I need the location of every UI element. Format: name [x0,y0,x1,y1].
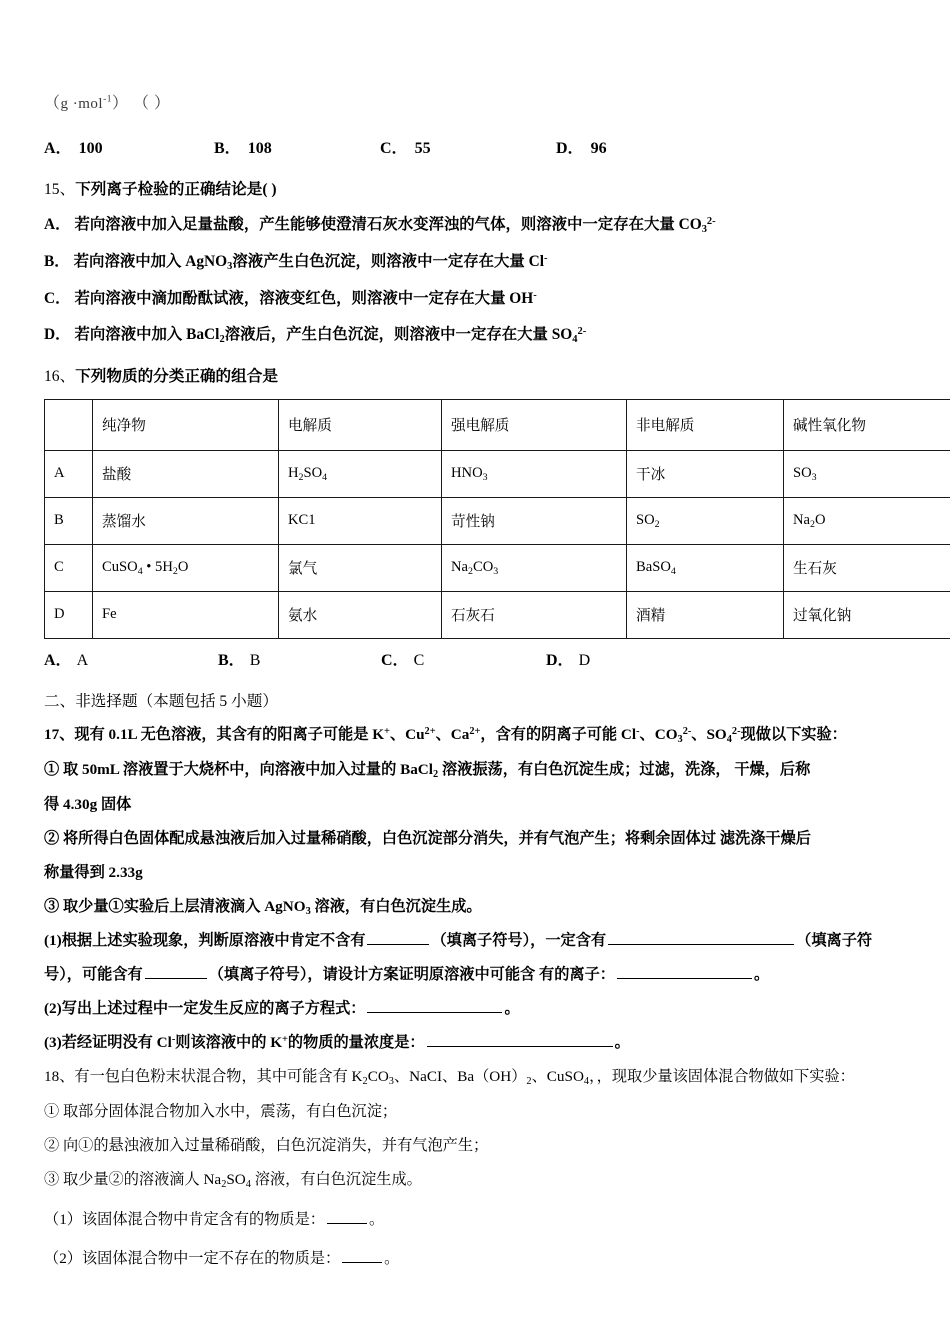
q17-sup-k: + [384,725,390,737]
table-cell-non-electrolyte: 酒精 [627,591,784,638]
q17-stem-d: ，含有的阴离子可能 Cl [480,725,637,743]
q17-stem-e: 、CO [639,725,678,743]
close-paren: ） [112,95,129,112]
q17-sub3-sup-k: + [282,1034,288,1046]
q17-stem-f: 、SO [691,725,727,743]
q15-option-b[interactable] [44,249,910,272]
q14-choice-c-key: C． [380,140,408,157]
table-row-index: D [45,591,93,638]
formula-sub1: 2 [298,471,304,483]
q17-sub-co3: 3 [677,733,683,745]
q18-number: 18、 [44,1068,75,1086]
q16-choice-row [44,647,910,673]
q14-choice-b-value: 108 [247,140,272,157]
q18-stem-e: ，，现取少量该固体混合物做如下实验： [589,1068,855,1086]
q17-step1-sub: 2 [432,768,439,780]
formula-sub1: 2 [810,518,815,530]
q17-step1-text-b: 溶液振荡，有白色沉淀生成；过滤，洗涤， 干燥，后称 [438,760,811,778]
q17-sub3-text-c: 的物质的量浓度是： [287,1034,425,1052]
table-cell-electrolyte [279,450,442,497]
table-row-index: A [45,450,93,497]
table-cell-non-electrolyte [627,497,784,544]
q15-option-d[interactable] [44,322,910,345]
q15-stem [44,177,910,199]
formula-main: SO [793,464,812,481]
table-cell-electrolyte: KC1 [279,497,442,544]
formula-mid: CO [472,558,494,575]
q18-step2: ② 向①的悬浊液加入过量稀硝酸，白色沉淀消失，并有气泡产生； [44,1137,489,1155]
formula-main: CuSO [102,558,138,575]
table-cell-electrolyte: 氨水 [279,591,442,638]
q17-sub2-text-a: (2)写出上述过程中一定发生反应的离子方程式： [44,1000,366,1018]
table-header-electrolyte: 电解质 [279,399,442,450]
q16-choice-a-key: A． [44,651,72,669]
q14-choice-d[interactable] [556,135,607,158]
q18-sub-cuso4: 4 [583,1076,590,1088]
q16-choice-d-value: D [578,651,591,669]
q17-step3-sub: 3 [305,905,311,917]
q17-sub3-text-a: (3)若经证明没有 Cl [44,1034,172,1052]
table-row [45,591,950,638]
q18-stem [44,1065,910,1087]
q18-sub2-text-a: （2）该固体混合物中一定不存在的物质是： [44,1250,341,1268]
q17-step1-line2: 得 4.30g 固体 [44,795,132,813]
answer-blank[interactable] [367,931,429,945]
table-cell-strong-electrolyte [442,450,627,497]
q16-choice-b[interactable] [218,647,260,670]
q15-option-c-text: 若向溶液中滴加酚酞试液，溶液变红色，则溶液中一定存在大量 OH [74,289,534,307]
q17-step2-line2: 称量得到 2.33g [44,863,143,881]
unit-exponent: -1 [103,94,113,105]
q17-sub1-text-a: (1)根据上述实验现象，判断原溶液中肯定不含有 [44,932,366,950]
q15-option-b-text2: 溶液产生白色沉淀，则溶液中一定存在大量 Cl [232,252,545,270]
q15-option-a-text: 若向溶液中加入足量盐酸，产生能够使澄清石灰水变浑浊的气体，则溶液中一定存在大量 CO [74,216,702,233]
table-header-basic-oxide: 碱性氧化物 [784,399,950,450]
answer-blank[interactable] [145,965,207,979]
unit-text: g ·mol [60,96,104,112]
q15-option-c[interactable] [44,286,910,308]
q16-stem [44,364,910,386]
formula-sub1: 3 [811,471,817,483]
q15-option-d-tail-sub: 4 [572,333,578,345]
q18-sub2-text-b: 。 [384,1250,400,1268]
answer-blank[interactable] [608,931,794,945]
q17-sub2 [44,997,910,1018]
q17-stem [44,723,910,745]
table-header-strong-electrolyte: 强电解质 [442,399,627,450]
q14-choice-d-value: 96 [590,140,607,157]
table-cell-non-electrolyte: 干冰 [627,450,784,497]
substance-classification-table [44,399,950,639]
q18-sub-k2: 2 [362,1076,368,1088]
table-row [45,544,950,591]
q15-option-b-sub: 3 [227,260,233,272]
formula-tail: O [177,558,189,575]
open-paren: （ [44,95,61,112]
q15-option-d-text: 若向溶液中加入 BaCl [74,325,220,343]
q14-choice-a-key: A． [44,140,72,157]
table-cell-pure-substance: 蒸馏水 [93,497,279,544]
q17-step2-line1: ② 将所得白色固体配成悬浊液后加入过量稀硝酸，白色沉淀部分消失，并有气泡产生；将剩余固体过 滤洗涤干燥后 [44,829,811,847]
formula-mid: O [814,511,826,528]
q16-choice-d-key: D． [546,651,574,669]
formula-sub1: 2 [654,518,660,530]
table-cell-strong-electrolyte: 石灰石 [442,591,627,638]
q17-stem-a: 现有 0.1L 无色溶液，其含有的阳离子可能是 K [74,725,385,743]
table-row [45,497,950,544]
q14-choice-d-key: D． [556,140,584,157]
q17-sub1-line2-text-b: （填离子符号），请设计方案证明原溶液中可能含 有的离子： [208,966,615,984]
q18-sub1-text-b: 。 [368,1211,385,1229]
q14-choice-a-value: 100 [78,140,103,157]
q15-option-d-tail-sup: 2- [577,325,587,337]
q15-option-d-text2: 溶液后，产生白色沉淀，则溶液中一定存在大量 SO [224,325,573,343]
q18-step3 [44,1168,910,1190]
formula-mid: • 5H [142,558,173,575]
q14-choice-c-value: 55 [414,140,431,157]
q18-sub2 [44,1247,910,1268]
q17-step3-text-a: ③ 取少量①实验后上层清液滴入 AgNO [44,897,306,915]
table-cell-basic-oxide [784,497,950,544]
q17-sub1-line2-text-a: 号），可能含有 [44,966,143,984]
formula-sub1: 4 [137,565,143,577]
q14-choice-a[interactable] [44,135,103,158]
q15-number: 15、 [44,181,76,198]
table-cell-basic-oxide: 生石灰 [784,544,950,591]
q17-sub3-text-b: 则该溶液中的 K [175,1034,283,1052]
q18-stem-d: 、CuSO [531,1068,584,1086]
table-cell-pure-substance: 盐酸 [93,450,279,497]
answer-blank[interactable] [327,1210,367,1224]
q17-sub3-sup-cl: - [171,1034,176,1046]
q15-stem-text: 下列离子检验的正确结论是( ) [75,181,277,198]
q16-choice-d[interactable] [546,647,590,670]
molar-mass-unit-fragment [44,90,910,113]
formula-sub2: 4 [322,471,328,483]
q18-sub1 [44,1208,910,1229]
formula-main: Na [793,511,811,528]
q16-choice-c-key: C． [381,651,409,669]
q17-stem-g: 现做以下实验： [740,725,847,743]
table-header-non-electrolyte: 非电解质 [627,399,784,450]
table-cell-pure-substance [93,544,279,591]
q17-step1-line1 [44,758,910,780]
q18-stem-b: CO [367,1068,389,1086]
page-content [44,90,910,1281]
formula-main: HNO [451,464,483,481]
formula-sub2: 3 [493,565,499,577]
table-header-row [45,399,950,450]
formula-main: Na [451,558,469,575]
formula-sub1: 3 [482,471,488,483]
q18-step3-sub2: 4 [245,1179,251,1191]
table-cell-basic-oxide: 过氧化钠 [784,591,950,638]
formula-main: H [288,464,299,481]
q15-option-b-text: 若向溶液中加入 AgNO [73,252,228,270]
formula-sub2: 2 [172,565,178,577]
q18-step3-text-a: ③ 取少量②的溶液滴人 Na [44,1171,222,1189]
q15-option-d-sub: 2 [219,333,225,345]
q16-choice-a-value: A [76,651,89,669]
q16-choice-b-key: B． [218,651,245,669]
q17-stem-c: 、Ca [435,725,470,743]
q15-option-a-sup: 2- [706,215,716,227]
q15-option-c-tail-sup: - [533,289,537,301]
answer-blank[interactable] [342,1249,382,1263]
q17-sub1-line2-text-c: 。 [753,966,770,984]
q16-choice-b-value: B [249,651,261,669]
q17-sub1-text-c: （填离子符 [796,932,873,950]
q18-stem-a: 有一包白色粉末状混合物，其中可能含有 K [74,1068,363,1086]
q14-choice-b[interactable] [214,135,272,158]
q15-option-b-tail-sup: - [544,252,548,264]
q17-sub1-line2 [44,963,910,984]
answer-bracket: （ ） [133,95,171,112]
q17-step1-text-a: ① 取 50mL 溶液置于大烧杯中，向溶液中加入过量的 BaCl [44,760,433,778]
q17-sub1-line1 [44,929,910,950]
q16-choice-a[interactable] [44,647,88,670]
answer-blank[interactable] [367,999,502,1013]
q17-number: 17、 [44,725,75,743]
q14-choice-row [44,135,910,161]
table-cell-basic-oxide [784,450,950,497]
section-2-heading: 二、非选择题（本题包括 5 小题） [44,692,278,710]
q18-step3-sub1: 2 [221,1179,227,1191]
formula-main: SO [636,511,655,528]
q16-number: 16、 [44,367,76,385]
formula-sub1: 4 [670,565,676,577]
table-cell-strong-electrolyte: 苛性钠 [442,497,627,544]
q17-stem-b: 、Cu [389,725,425,743]
q18-stem-c: 、NaCI、Ba（OH） [393,1068,527,1086]
table-cell-pure-substance: Fe [93,591,279,638]
q14-choice-c[interactable] [380,135,431,158]
q17-step3-text-b: 溶液，有白色沉淀生成。 [310,897,482,915]
q17-sup-ca: 2+ [469,725,481,737]
q17-sup-cl: - [636,725,640,737]
table-cell-strong-electrolyte [442,544,627,591]
q14-choice-b-key: B． [214,140,241,157]
q18-step3-text-b: SO [226,1171,246,1189]
q17-step3 [44,895,910,917]
formula-main: BaSO [636,558,671,575]
table-row-index: C [45,544,93,591]
table-cell-non-electrolyte [627,544,784,591]
q16-choice-c[interactable] [381,647,424,670]
q18-step1: ① 取部分固体混合物加入水中，震荡，有白色沉淀； [44,1103,398,1121]
q15-option-c-label: C． [44,289,71,307]
q18-sub1-text-a: （1）该固体混合物中肯定含有的物质是： [44,1211,325,1229]
q15-option-b-label: B． [44,252,70,270]
q15-option-a[interactable] [44,212,910,235]
q17-sup-co3: 2- [682,725,692,737]
q15-option-d-label: D． [44,325,71,343]
q17-sub1-text-b: （填离子符号），一定含有 [431,932,607,950]
formula-sub1: 2 [468,565,473,577]
table-header-index [45,399,93,450]
q15-option-a-sub: 3 [701,223,707,235]
table-cell-electrolyte: 氯气 [279,544,442,591]
q17-sub-so4: 4 [726,733,732,745]
q16-stem-text: 下列物质的分类正确的组合是 [75,367,278,385]
table-row-index: B [45,497,93,544]
q15-option-a-label: A． [44,216,71,233]
answer-blank[interactable] [427,1033,613,1047]
q18-sub-baoh2: 2 [526,1076,532,1088]
answer-blank[interactable] [617,965,752,979]
q17-sup-so4: 2- [731,725,741,737]
q18-step3-text-c: 溶液，有白色沉淀生成。 [250,1171,422,1189]
table-row [45,450,950,497]
table-header-pure-substance: 纯净物 [93,399,279,450]
q17-sub2-text-b: 。 [504,1000,520,1018]
q17-sub3 [44,1031,910,1052]
q16-choice-c-value: C [413,651,425,669]
q17-sup-cu: 2+ [424,725,436,737]
q17-sub3-text-d: 。 [614,1034,630,1052]
q18-sub-co3: 3 [388,1076,394,1088]
formula-mid: SO [303,464,323,481]
